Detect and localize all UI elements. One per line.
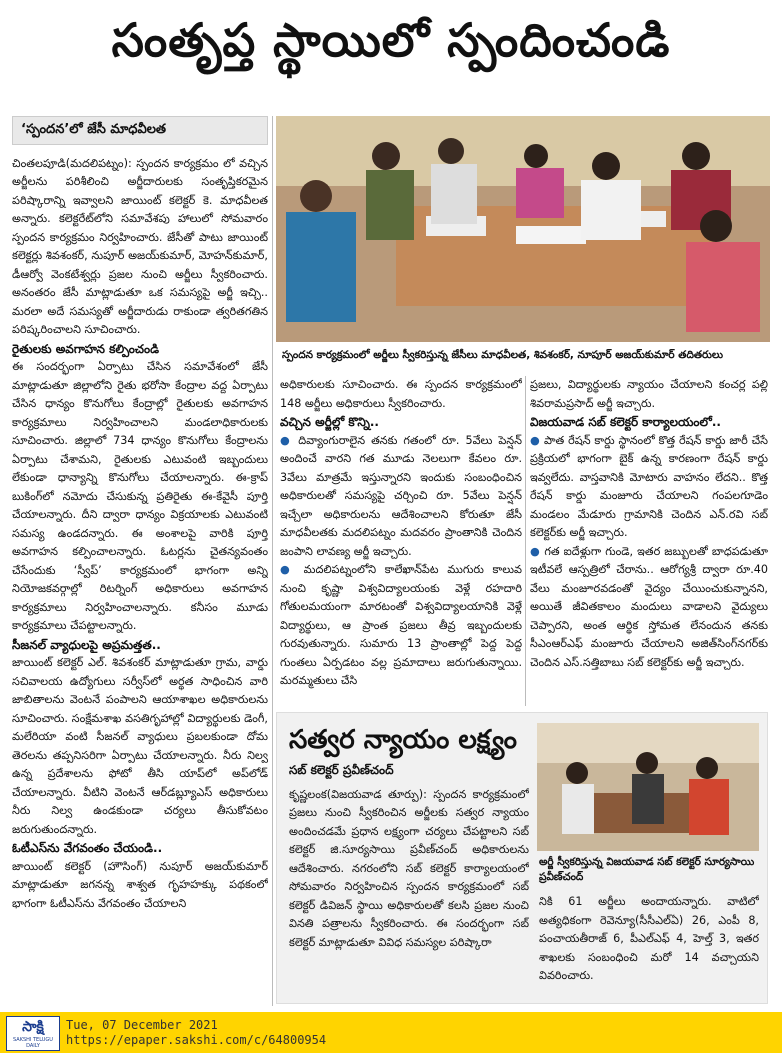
logo-text: సాక్షి	[22, 1019, 44, 1035]
mid-bullet-2-text: మదలిపట్నంలోని కాలేఖాన్‌పేట ముగురు కాలువ నుంచి కృష్ణా విశ్వవిద్యాలయంకు వెళ్లే రహదారి గోతులమయంగా మారటంతో విశ్వవిద్యాలయానికి వెళ్లే విద్యార్థులు, ఆ ప్రాంత ప్రజలు తీవ్ర ఇబ్బందులకు గురవుతున్నారు. సుమారు 13 ప్రాంతాల్లో పెద్ద పెద్ద గుంతలు ఏర్పడటం వల్ల ప్రమాదాలు జరుగుతున్నాయి. మరమ్మతులు చేసి	[280, 563, 522, 687]
sakshi-logo	[6, 1016, 60, 1051]
edition-date: Tue, 07 December 2021	[66, 1018, 218, 1032]
mid-bullet-1	[280, 432, 522, 562]
photo-sub-collector	[537, 723, 759, 851]
footer-info	[66, 1018, 326, 1048]
sub-collector-para-1: కృష్ణలంక(విజయవాడ తూర్పు): స్పందన కార్యక్రమంలో ప్రజలు నుంచి స్వీకరించిన అర్జీలకు సత్వర న్యాయం అందించడమే ప్రధాన లక్ష్యంగా చర్యలు చేపట్టాలని సబ్ కలెక్టర్ జి.సూర్యసాయి ప్రవీణ్‌చంద్ అధికారులను ఆదేశించారు. నగరంలోని సబ్ కలెక్టర్ కార్యాలయంలో సోమవారం నిర్వహించిన స్పందన కార్యక్రమంలో సబ్ కలెక్టర్ డివిజన్ స్థాయి అధికారులతో కలసి ప్రజల నుంచి వినతి పత్రాలను స్వీకరించారు. ఈ సందర్భంగా సబ్ కలెక్టర్ మాట్లాడుతూ వివిధ సమస్యల పరిష్కారా	[289, 787, 529, 949]
column-divider-2	[525, 376, 526, 706]
left-para-2: ఈ సందర్భంగా ఏర్పాటు చేసిన సమావేశంలో జేసీ మాట్లాడుతూ జిల్లాలోని రైతు భరోసా కేంద్రాల వద్ద ఏర్పాటు చేసిన ధాన్యం కొనుగోలు కేంద్రాల్లో రైతులకు అవగాహన కార్యక్రమాలు నిర్వహించాలని మండలాధికారులకు సూచించారు. జిల్లాలో 734 ధాన్యం కొనుగోలు కేంద్రాలను ఏర్పాటు చేశామని, రైతులకు ఎటువంటి ఇబ్బందులు లేకుండా ధాన్యాన్ని కొనుగోలు చేయాలన్నారు. ఈ-క్రాప్ బుకింగ్‌లో నమోదు చేసుకున్న ప్రతిరైతు ఈ-కేవైసీ పూర్తి చేయాలన్నారు. దీని ద్వారా ధాన్యం విక్రయాలకు ఎటువంటి సమస్య ఉండదన్నారు. ఈ అంశాలపై వారికి పూర్తి అవగాహన కల్పించాలన్నారు. ఓటర్లను చైతన్యవంతం చేసేందుకు ‘స్వీప్’ కార్యక్రమంలో భాగంగా అన్ని నియోజకవర్గాల్లో రిటర్నింగ్ అధికారులు అవగాహన కార్యక్రమాలు నిర్వహించాలన్నారు. కనీసం మూడు కార్యక్రమాలు చేపట్టాలన్నారు.	[12, 360, 268, 632]
logo-subtext: SAKSHI TELUGU DAILY	[13, 1037, 53, 1049]
right-bullet-2-text: గత ఐదేళ్లుగా గుండె, ఇతర జబ్బులతో బాధపడుతూ ఇటీవలే ఆస్పత్రిలో చేరాను.. ఆరోగ్యశ్రీ ద్వారా రూ.40 వేలు మంజూరవడంతో వైద్యం చేయించుకున్నానని, అయితే జీవితకాలం మందులు వాడాలని వైద్యులు చెప్పారని, అంత ఆర్థిక స్తోమత లేనందున తనకు సీఎంఆర్ఎఫ్ మంజూరు చేయాలని అజిత్‌సింగ్‌నగర్‌కు చెందిన ఎస్.సత్తిబాబు సబ్ కలెక్టర్‌కు అర్జీ ఇచ్చారు.	[530, 544, 768, 669]
bullet-icon: ●	[530, 544, 545, 558]
sub-collector-para-2: నికి 61 అర్జీలు అందాయన్నారు. వాటిలో అత్యధికంగా రెవెన్యూ(సీసీఎల్ఏ) 26, ఎంపీ 8, పంచాయతీరాజ్ 6, పీఎల్ఎఫ్ 4, హెల్త్ 3, ఇతర శాఖలకు సంబంధించి మరో 14 వచ్చాయని వివరించారు.	[539, 895, 759, 982]
mid-bullet-1-text: దివ్యాంగురాలైన తనకు గతంలో రూ. 5వేలు పెన్షన్ అందించే వారని గత మూడు నెలలుగా కేవలం రూ. 3వేలు మాత్రమే ఇస్తున్నారని ఇందుకు సంబంధించిన అధికారులతో సమస్యపై చర్చించి రూ. 5వేలు పెన్షన్ ఇచ్చేలా అధికారులను ఆదేశించాలని కోరుతూ జేసీ మాధవీలతకు మదలిపట్నం మదవరం ప్రాంతానికి చెందిన జంపాని లావణ్య అర్జీ ఇచ్చారు.	[280, 433, 522, 558]
bullet-icon: ●	[530, 433, 544, 447]
left-subhead-3: ఓటీఎస్‌ను వేగవంతం చేయండి..	[12, 841, 163, 855]
photo-sub-collector-image	[537, 723, 759, 851]
headline: సంతృప్త స్థాయిలో స్పందించండి	[111, 13, 671, 67]
right-bullet-1	[530, 432, 768, 543]
left-para-3: జాయింట్ కలెక్టర్ ఎల్. శివశంకర్ మాట్లాడుతూ గ్రామ, వార్డు సచివాలయ ఉద్యోగులు సర్వీస్‌లో అర్థత సాధించిన వారి జాబితాలను వెంటనే పంపాలని ఆయాశాఖల అధికారులను సూచించారు. సంక్షేమశాఖ వసతిగృహాల్లో విద్యార్థులకు డెంగీ, మలేరియా వంటి సీజనల్ వ్యాధులు ప్రబలకుండా దోమ తెరలను తప్పనిసరిగా ఏర్పాటు చేయాలన్నారు. నీరు నిల్వ ఉన్న ప్రదేశాలను ఫోటో తీసి యాప్‌లో అప్‌లోడ్ చేయాలన్నారు. వీటిని వెంటనే ఆర్‌డబ్ల్యూఎస్ అధికారులు నీరు నిల్వ ఉండకుండా చర్యలు తీసుకోవటం జరుగుతుందన్నారు.	[12, 656, 268, 836]
right-bullet-1-text: పాత రేషన్ కార్డు స్థానంలో కొత్త రేషన్ కార్డు జారీ చేసే ప్రక్రియలో భాగంగా బైక్ ఉన్న కారణంగా రేషన్ కార్డు ఇవ్వలేదు. వాస్తవానికి మోటారు వాహనం లేదని.. కొత్త రేషన్ కార్డు మంజూరు చేయాలని గంపలగూడెం మండలం మేడూరు గ్రామానికి చెందిన ఎన్.రవి సబ్ కలెక్టర్‌కు అర్జీ ఇచ్చారు.	[530, 433, 768, 539]
mid-para-1: అధికారులకు సూచించారు. ఈ స్పందన కార్యక్రమంలో 148 అర్జీలు అధికారులు స్వీకరించారు.	[280, 378, 522, 410]
left-column	[12, 116, 268, 1006]
right-subhead: విజయవాడ సబ్ కలెక్టర్ కార్యాలయంలో..	[530, 415, 721, 429]
sub-collector-title: సత్వర న్యాయం లక్ష్యం	[289, 725, 517, 755]
left-subhead-1: రైతులకు అవగాహన కల్పించండి	[12, 341, 159, 356]
left-para-1: చింతలపూడి(మదలిపట్నం): స్పందన కార్యక్రమం లో వచ్చిన అర్జీలను పరిశీలించి అర్జీదారులకు సంతృప్తికరమైన పరిష్కారాన్ని ఇవ్వాలని జాయింట్ కలెక్టర్ కె. మాధవీలత అన్నారు. కలెక్టరేట్‌లోని సమావేశపు హాలులో సోమవారం స్పందన కార్యక్రమం నిర్వహించారు. జేసీతో పాటు జాయింట్ కలెక్టర్లు శివశంకర్, నుపూర్ అజయ్‌కుమార్, మోహన్‌కుమార్, డీఆర్వో వెంకటేశ్వర్లు ప్రజల నుంచి అర్జీలు స్వీకరించారు. అనంతరం జేసీ మాట్లాడుతూ ఒక సమస్యపై అర్జీ ఇచ్చి.. మరలా అదే సమస్యతో అర్జీదారుడు రాకుండా త్వరితగతిన పరిష్కరించాలని సూచించారు.	[12, 156, 268, 336]
mid-subhead: వచ్చిన అర్జీల్లో కొన్ని..	[280, 415, 379, 429]
mid-column	[280, 376, 522, 706]
photo-meeting	[276, 116, 770, 342]
sub-collector-text	[289, 761, 529, 997]
epaper-link[interactable]: https://epaper.sakshi.com/c/64800954	[66, 1033, 327, 1047]
photo-meeting-caption: స్పందన కార్యక్రమంలో అర్జీలు స్వీకరిస్తున్న జేసీలు మాధవీలత, శివశంకర్, నూపూర్ అజయ్‌కుమార్ తదితరులు	[282, 349, 723, 361]
photo-meeting-image	[276, 116, 770, 342]
bullet-icon: ●	[280, 563, 304, 576]
bullet-icon: ●	[280, 433, 299, 447]
column-divider	[272, 116, 273, 1006]
left-para-4: జాయింట్ కలెక్టర్ (హౌసింగ్) నుపూర్ అజయ్‌కుమార్ మాట్లాడుతూ జగనన్న శాశ్వత గృహహక్కు పథకంలో భాగంగా ఓటీఎస్‌ను వేగవంతం చేయాలని	[12, 859, 268, 910]
right-bullet-2	[530, 543, 768, 673]
sub-collector-article	[276, 712, 768, 1004]
sub-collector-text-2	[539, 893, 759, 997]
left-subhead-2: సీజనల్ వ్యాధులపై అప్రమత్తత..	[12, 637, 161, 652]
photo-sub-collector-caption: అర్జీ స్వీకరిస్తున్న విజయవాడ సబ్ కలెక్టర్ సూర్యసాయి ప్రవీణ్‌చంద్	[539, 856, 755, 883]
right-column	[530, 376, 768, 706]
right-para-1: ప్రజలు, విద్యార్థులకు న్యాయం చేయాలని కంచర్ల పల్లి శివరామప్రసాద్ అర్జీ ఇచ్చారు.	[530, 378, 768, 410]
sub-collector-byline: సబ్ కలెక్టర్ ప్రవీణ్‌చంద్	[289, 763, 394, 777]
mid-bullet-2	[280, 561, 522, 691]
footer-bar	[0, 1012, 782, 1053]
left-article-title: ‘స్పందన’లో జేసీ మాధవీలత	[12, 116, 268, 145]
